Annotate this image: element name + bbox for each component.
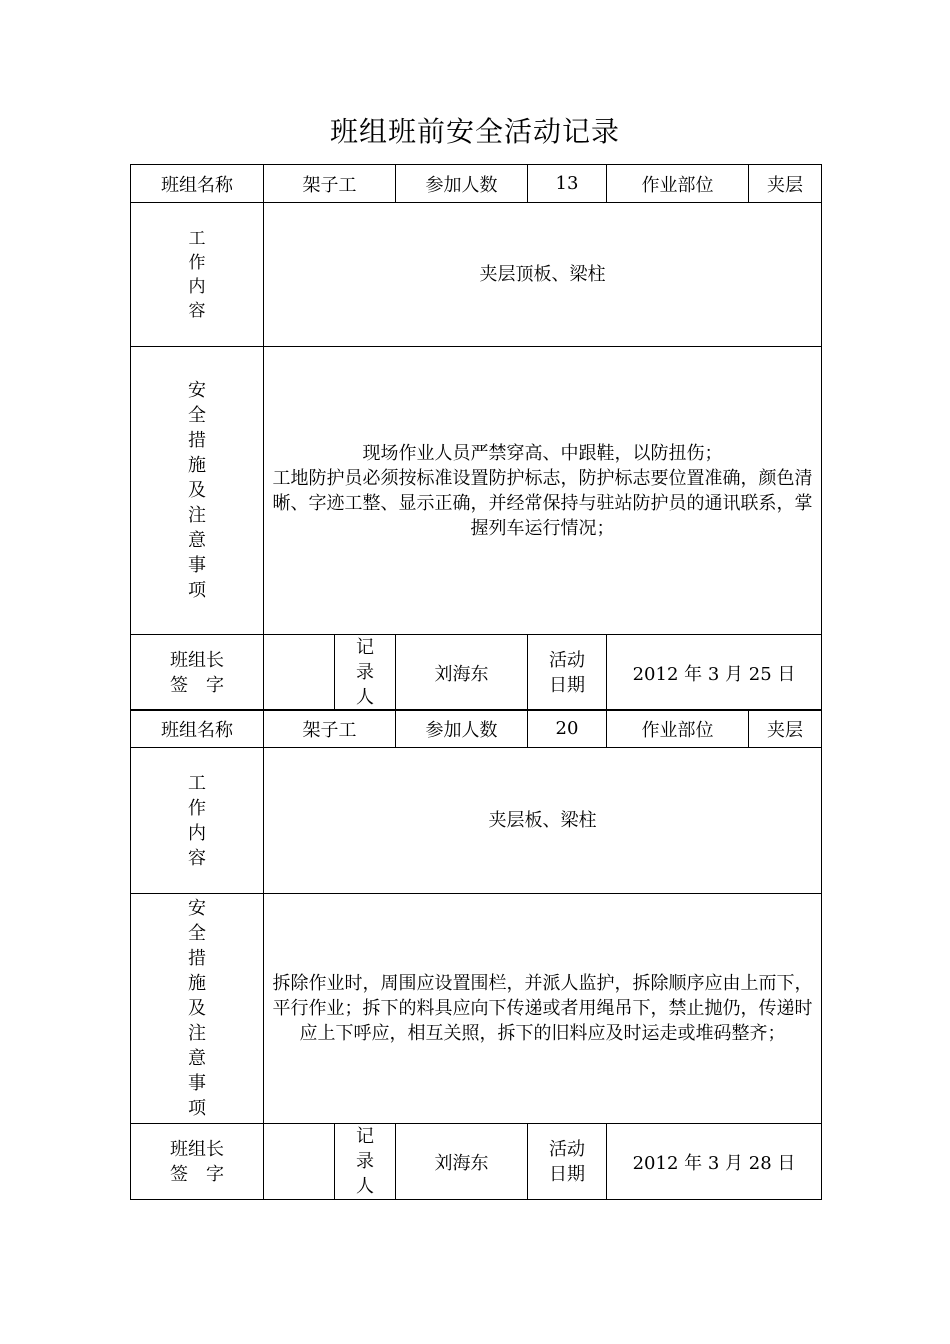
safety-measures-label: 安全措施及注意事项	[131, 894, 264, 1124]
work-content-value: 夹层板、梁柱	[264, 748, 822, 894]
safety-measures-value	[264, 894, 822, 1124]
safety-measure-item: 工地防护员必须按标准设置防护标志，防护标志要位置准确，颜色清晰、字迹工整、显示正确，并经常保持与驻站防护员的通讯联系，掌握列车运行情况；	[272, 467, 813, 539]
safety-measures-value	[264, 347, 822, 635]
page-title: 班组班前安全活动记录	[329, 115, 620, 148]
work-area-value: 夹层	[749, 710, 822, 748]
participants-value: 13	[528, 165, 607, 203]
leader-signature-value	[264, 1124, 335, 1200]
record-table-1	[130, 164, 822, 711]
team-name-value: 架子工	[264, 710, 396, 748]
work-content-value: 夹层顶板、梁柱	[264, 203, 822, 347]
recorder-label: 记录人	[335, 1124, 396, 1200]
safety-measure-item: 拆除作业时，周围应设置围栏，并派人监护，拆除顺序应由上而下，平行作业；拆下的料具应向下传递或者用绳吊下，禁止抛仍，传递时应上下呼应，相互关照，拆下的旧料应及时运走或堆码整齐；	[272, 973, 813, 1044]
participants-label: 参加人数	[396, 710, 528, 748]
leader-sign-label: 班组长 签 字	[131, 1124, 264, 1200]
work-area-value: 夹层	[749, 165, 822, 203]
team-name-label: 班组名称	[131, 165, 264, 203]
leader-signature-value	[264, 635, 335, 711]
activity-date-value: 2012 年 3 月 28 日	[607, 1124, 822, 1200]
work-area-label: 作业部位	[607, 710, 749, 748]
activity-date-value: 2012 年 3 月 25 日	[607, 635, 822, 711]
activity-date-label: 活动 日期	[528, 1124, 607, 1200]
team-name-value: 架子工	[264, 165, 396, 203]
work-content-label: 工作内容	[131, 748, 264, 894]
recorder-value: 刘海东	[396, 1124, 528, 1200]
leader-sign-label: 班组长 签 字	[131, 635, 264, 711]
participants-value: 20	[528, 710, 607, 748]
safety-measures-label: 安全措施及注意事项	[131, 347, 264, 635]
record-table-2	[130, 709, 822, 1200]
work-content-label: 工作内容	[131, 203, 264, 347]
recorder-label: 记录人	[335, 635, 396, 711]
activity-date-label: 活动 日期	[528, 635, 607, 711]
work-area-label: 作业部位	[607, 165, 749, 203]
participants-label: 参加人数	[396, 165, 528, 203]
safety-measure-item: 现场作业人员严禁穿高、中跟鞋，以防扭伤；	[362, 442, 723, 464]
team-name-label: 班组名称	[131, 710, 264, 748]
recorder-value: 刘海东	[396, 635, 528, 711]
